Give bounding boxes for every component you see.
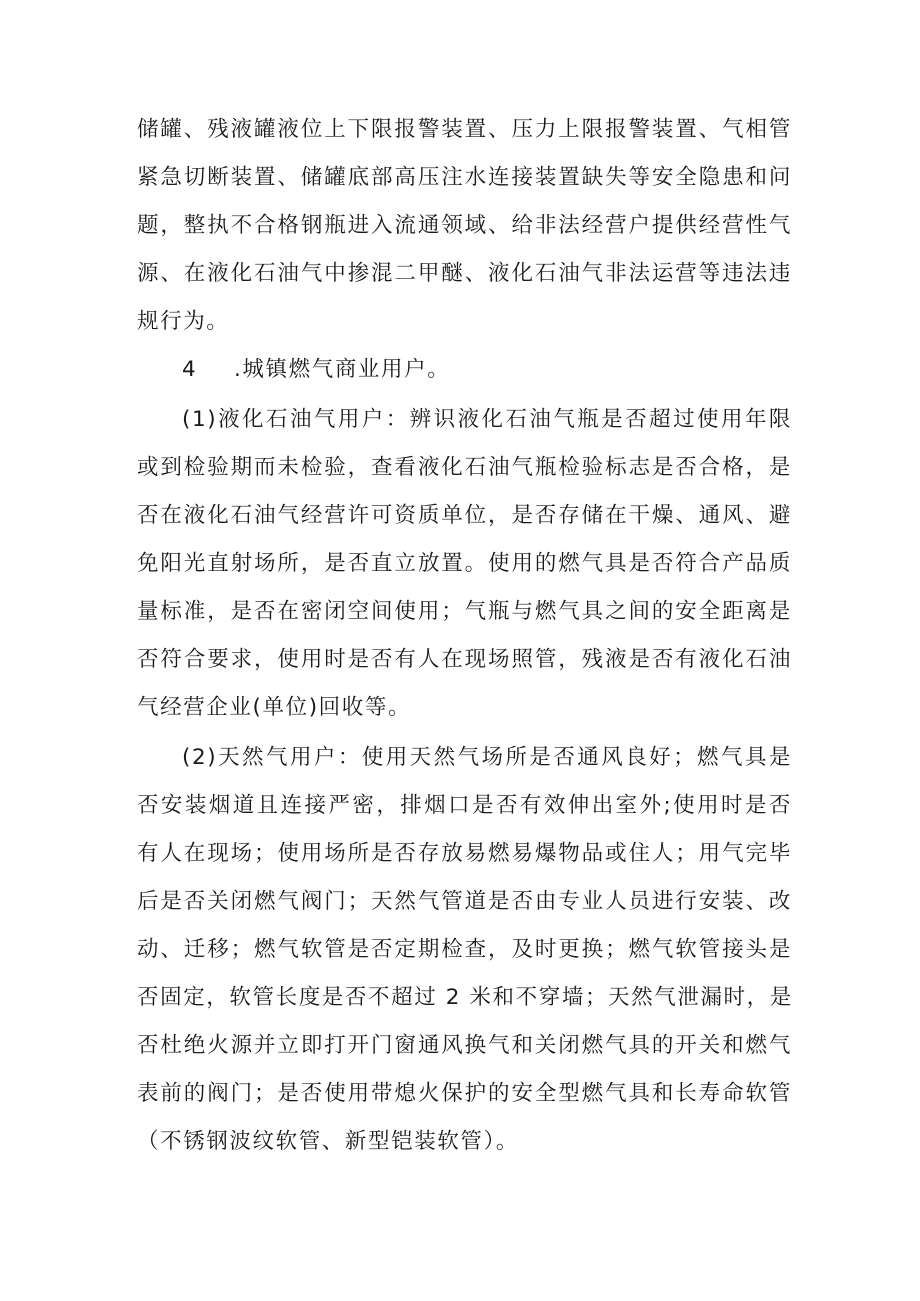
paragraph-line: 储罐、残液罐液位上下限报警装置、压力上限报警装置、气相管 <box>137 117 792 142</box>
paragraph-line: 免阳光直射场所，是否直立放置。使用的燃气具是否符合产品质 <box>137 551 792 576</box>
paragraph-line: 题，整执不合格钢瓶进入流通领域、给非法经营户提供经营性气 <box>137 213 792 238</box>
paragraph-line: 量标准，是否在密闭空间使用；气瓶与燃气具之间的安全距离是 <box>137 599 792 624</box>
paragraph-line: 气经营企业(单位)回收等。 <box>137 695 412 720</box>
section-number: 4 <box>182 357 198 382</box>
paragraph-line: 或到检验期而未检验，查看液化石油气瓶检验标志是否合格，是 <box>137 455 792 480</box>
paragraph-line: 否固定，软管长度是否不超过 2 米和不穿墙；天然气泄漏时，是 <box>137 985 793 1010</box>
paragraph-line: 否符合要求，使用时是否有人在现场照管，残液是否有液化石油 <box>137 647 792 672</box>
paragraph-line: （不锈钢波纹软管、新型铠装软管）。 <box>137 1129 519 1154</box>
section-title: .城镇燃气商业用户。 <box>234 357 451 382</box>
paragraph-line: 表前的阀门；是否使用带熄火保护的安全型燃气具和长寿命软管 <box>137 1081 792 1106</box>
paragraph-line: 源、在液化石油气中掺混二甲醚、液化石油气非法运营等违法违 <box>137 261 792 286</box>
paragraph-line: 规行为。 <box>137 309 230 334</box>
section-heading <box>182 355 582 385</box>
paragraph-line: (2)天然气用户：使用天然气场所是否通风良好；燃气具是 <box>182 745 792 770</box>
paragraph-line: 有人在现场；使用场所是否存放易燃易爆物品或住人；用气完毕 <box>137 841 792 866</box>
paragraph-line: 后是否关闭燃气阀门；天然气管道是否由专业人员进行安装、改 <box>137 889 792 914</box>
paragraph-line: (1)液化石油气用户：辨识液化石油气瓶是否超过使用年限 <box>182 407 792 432</box>
paragraph-line: 紧急切断装置、储罐底部高压注水连接装置缺失等安全隐患和问 <box>137 165 792 190</box>
paragraph-line: 否安装烟道且连接严密，排烟口是否有效伸出室外;使用时是否 <box>137 793 792 818</box>
paragraph-line: 否杜绝火源并立即打开门窗通风换气和关闭燃气具的开关和燃气 <box>137 1033 792 1058</box>
paragraph-line: 否在液化石油气经营许可资质单位，是否存储在干燥、通风、避 <box>137 503 792 528</box>
paragraph-line: 动、迁移；燃气软管是否定期检查，及时更换；燃气软管接头是 <box>137 937 792 962</box>
